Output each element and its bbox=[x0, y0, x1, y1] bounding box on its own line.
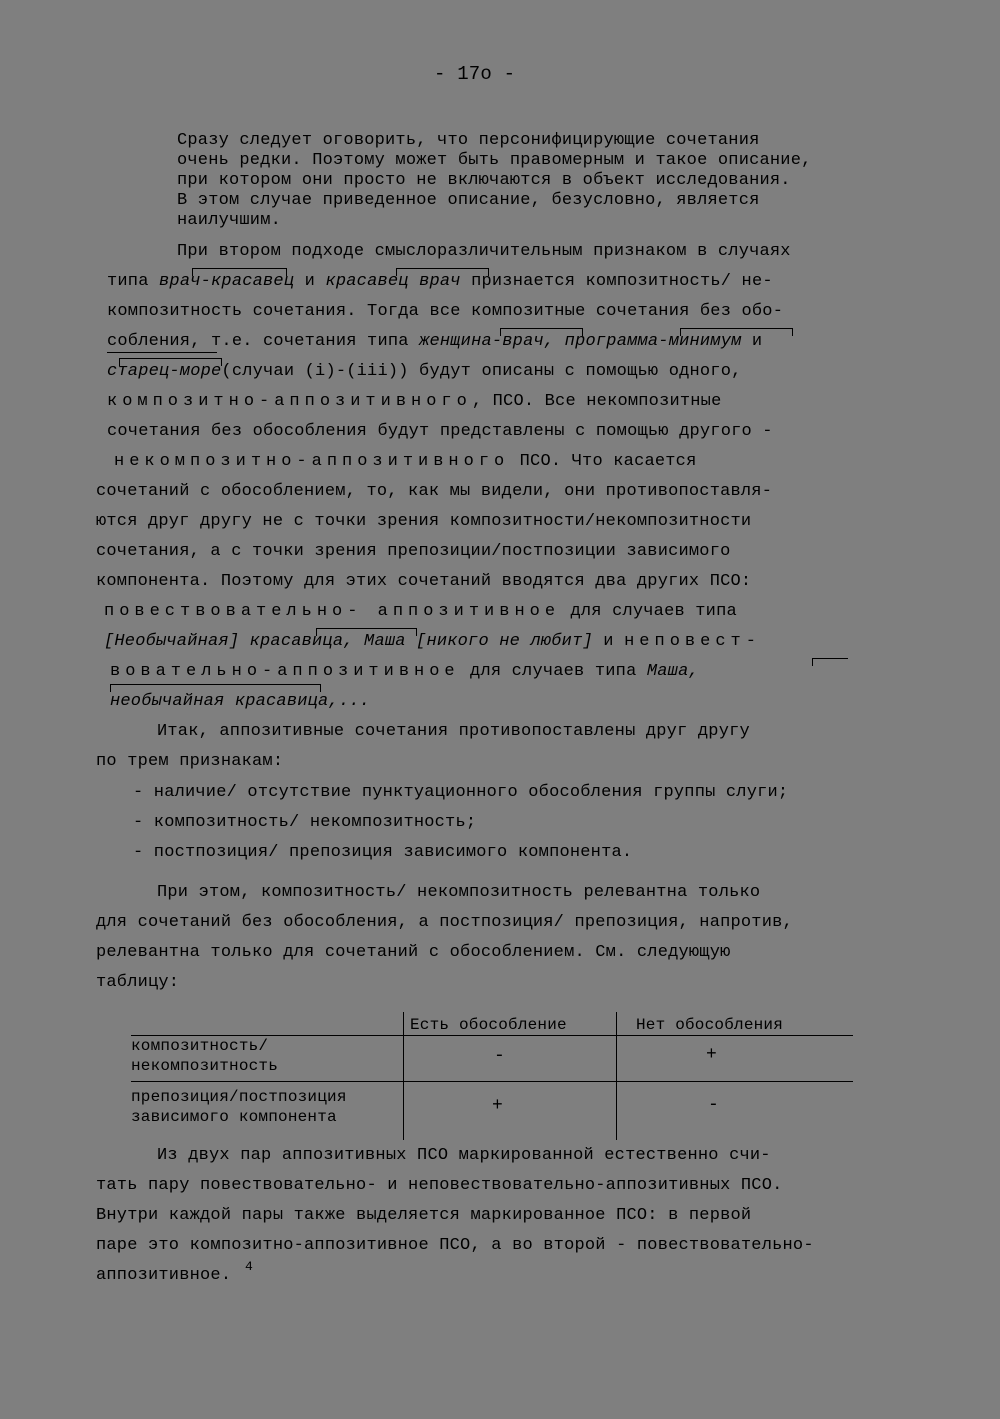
arrow-bracket bbox=[286, 268, 287, 276]
arrow-bracket bbox=[680, 328, 792, 329]
para1-line1: Сразу следует оговорить, что персонифицирующие сочетания bbox=[177, 131, 760, 150]
para2-line1: При втором подходе смыслоразличительным признаком в случаях bbox=[177, 242, 791, 261]
para2-line10: ются друг другу не с точки зрения композитности/некомпозитности bbox=[96, 512, 752, 531]
table-row-label: зависимого компонента bbox=[131, 1108, 337, 1126]
para2-line14: [Необычайная] красавица, Маша [никого не любит] и неповест- bbox=[104, 632, 761, 651]
arrow-bracket bbox=[119, 358, 120, 366]
para5-line1: Из двух пар аппозитивных ПСО маркированной естественно счи- bbox=[157, 1146, 771, 1165]
arrow-bracket bbox=[812, 658, 848, 659]
table-rule bbox=[131, 1081, 853, 1082]
table-rule bbox=[403, 1012, 404, 1140]
underline bbox=[107, 352, 217, 353]
para3-line2: по трем признакам: bbox=[96, 752, 284, 771]
para1-line3: при котором они просто не включаются в объект исследования. bbox=[177, 171, 791, 190]
para2-line6: композитно-аппозитивного, ПСО. Все некомпозитные bbox=[107, 392, 722, 411]
footnote-mark: 4 bbox=[245, 1259, 254, 1274]
para2-line8: некомпозитно-аппозитивного ПСО. Что касается bbox=[114, 452, 697, 471]
bullet-item: - постпозиция/ препозиция зависимого компонента. bbox=[133, 843, 633, 862]
para2-line2: типа врач-красавец и красавец врач признается композитность/ не- bbox=[107, 272, 773, 291]
para4-line4: таблицу: bbox=[96, 973, 180, 992]
table-cell: - bbox=[708, 1095, 720, 1115]
para2-line16: необычайная красавица,... bbox=[110, 692, 371, 711]
arrow-bracket bbox=[119, 358, 221, 359]
para1-line4: В этом случае приведенное описание, безусловно, является bbox=[177, 191, 760, 210]
para5-line2: тать пару повествовательно- и неповествовательно-аппозитивных ПСО. bbox=[96, 1176, 783, 1195]
example-vrach-krasavets: врач-красавец bbox=[159, 272, 295, 291]
table-row-label: препозиция/постпозиция bbox=[131, 1088, 347, 1106]
underline bbox=[110, 684, 320, 685]
arrow-bracket bbox=[110, 684, 111, 692]
arrow-bracket bbox=[416, 628, 417, 636]
arrow-bracket bbox=[792, 328, 793, 336]
arrow-bracket bbox=[680, 328, 681, 336]
para2-line5: старец-море(случаи (i)-(iii)) будут описаны с помощью одного, bbox=[107, 362, 742, 381]
table-rule bbox=[616, 1012, 617, 1140]
arrow-bracket bbox=[488, 268, 489, 276]
para5-line4: паре это композитно-аппозитивное ПСО, а во второй - повествовательно- bbox=[96, 1236, 814, 1255]
table-row-label: некомпозитность bbox=[131, 1057, 279, 1075]
arrow-bracket bbox=[582, 328, 583, 336]
bullet-item: - наличие/ отсутствие пунктуационного обособления группы слуги; bbox=[133, 783, 789, 802]
arrow-bracket bbox=[812, 658, 813, 666]
bullet-item: - композитность/ некомпозитность; bbox=[133, 813, 477, 832]
para3-line1: Итак, аппозитивные сочетания противопоставлены друг другу bbox=[157, 722, 750, 741]
arrow-bracket bbox=[396, 268, 488, 269]
arrow-bracket bbox=[192, 268, 286, 269]
para2-line9: сочетаний с обособлением, то, как мы видели, они противопоставля- bbox=[96, 482, 773, 501]
para1-line2: очень редки. Поэтому может быть правомерным и такое описание, bbox=[177, 151, 812, 170]
para5-line3: Внутри каждой пары также выделяется маркированное ПСО: в первой bbox=[96, 1206, 752, 1225]
arrow-bracket bbox=[316, 628, 416, 629]
para2-line13: повествовательно- аппозитивное для случаев типа bbox=[104, 602, 737, 621]
arrow-bracket bbox=[316, 628, 317, 636]
table-row-label: композитность/ bbox=[131, 1037, 269, 1055]
arrow-bracket bbox=[500, 328, 501, 336]
table-cell: + bbox=[706, 1045, 718, 1065]
table-cell: + bbox=[492, 1096, 504, 1116]
para4-line3: релевантна только для сочетаний с обособлением. См. следующую bbox=[96, 943, 731, 962]
para2-line12: компонента. Поэтому для этих сочетаний вводятся два других ПСО: bbox=[96, 572, 752, 591]
para2-line7: сочетания без обособления будут представлены с помощью другого - bbox=[107, 422, 773, 441]
arrow-bracket bbox=[396, 268, 397, 276]
table-header-cell: Нет обособления bbox=[636, 1016, 784, 1034]
arrow-bracket bbox=[500, 328, 582, 329]
arrow-bracket bbox=[192, 268, 193, 276]
example-krasavets-vrach: красавец врач bbox=[325, 272, 461, 291]
para2-line11: сочетания, а с точки зрения препозиции/постпозиции зависимого bbox=[96, 542, 731, 561]
table-cell: - bbox=[494, 1046, 506, 1066]
para1-line5: наилучшим. bbox=[177, 211, 282, 230]
para2-line3: композитность сочетания. Тогда все композитные сочетания без обо- bbox=[107, 302, 784, 321]
para2-line15: вовательно-аппозитивное для случаев типа Маша, bbox=[110, 662, 699, 681]
arrow-bracket bbox=[320, 684, 321, 692]
table-header-cell: Есть обособление bbox=[410, 1016, 567, 1034]
para5-line5: аппозитивное. bbox=[96, 1266, 232, 1285]
arrow-bracket bbox=[221, 358, 222, 366]
para4-line1: При этом, композитность/ некомпозитность релевантна только bbox=[157, 883, 761, 902]
para4-line2: для сочетаний без обособления, а постпозиция/ препозиция, напротив, bbox=[96, 913, 793, 932]
para2-line4: собления, т.е. сочетания типа женщина-врач, программа-минимум и bbox=[107, 332, 763, 351]
page-number: - 17о - bbox=[434, 63, 516, 85]
